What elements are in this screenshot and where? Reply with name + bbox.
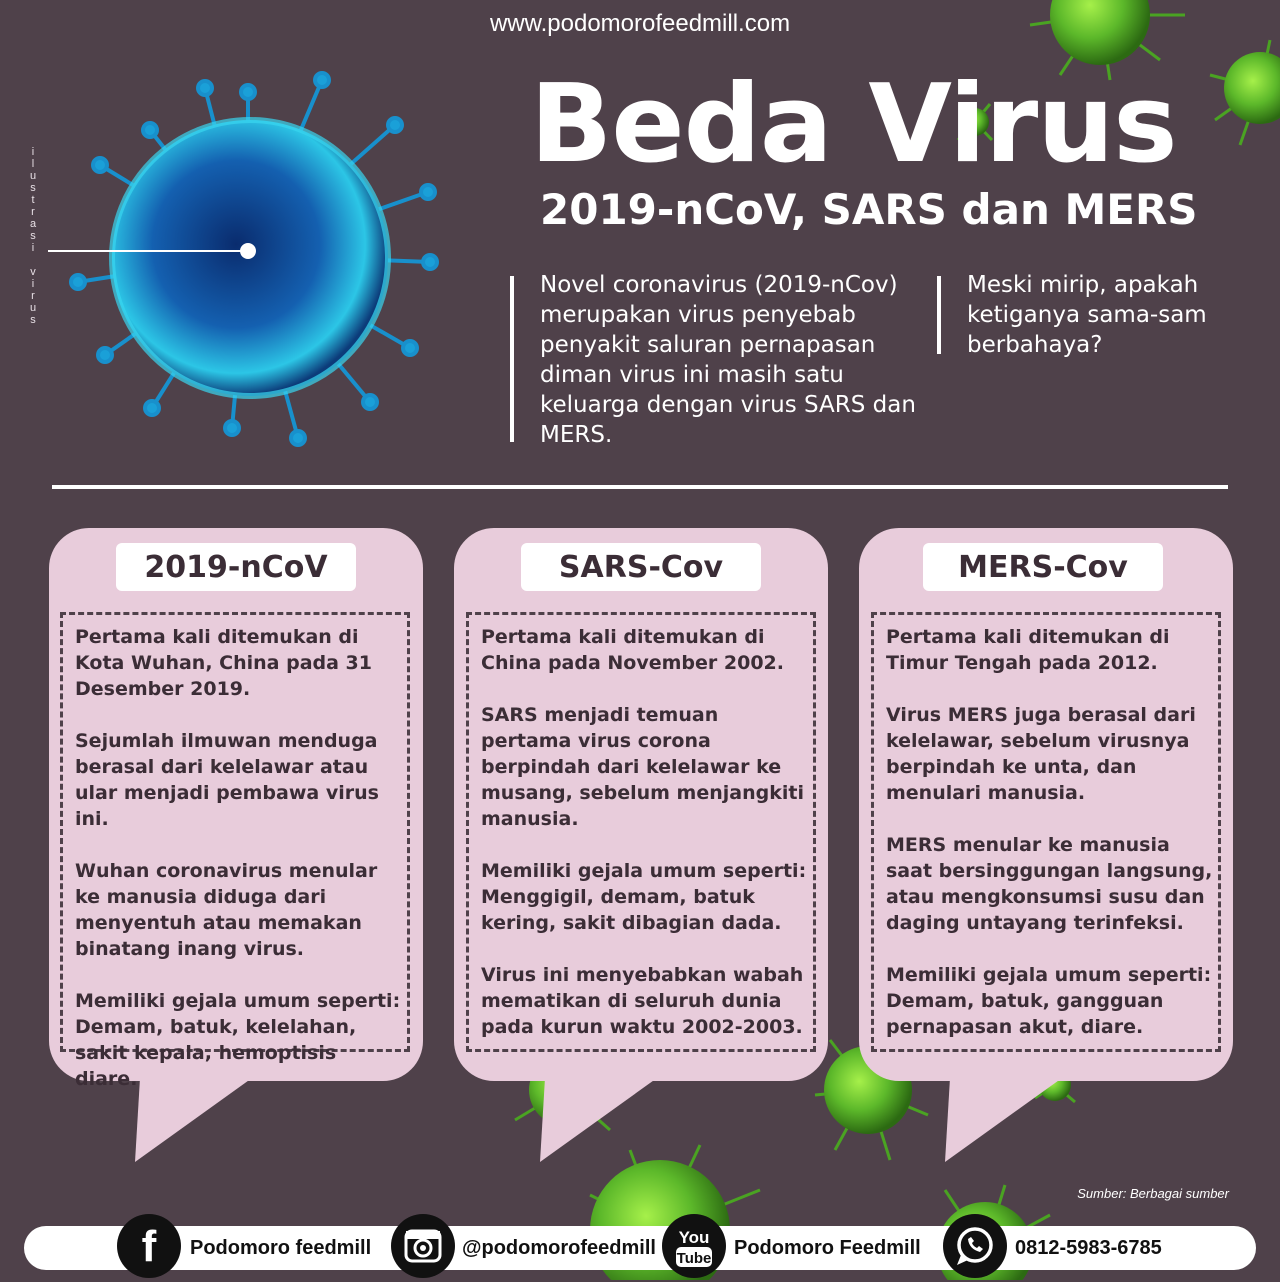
card-paragraph: Memiliki gejala umum seperti: Menggigil, demam, batuk kering, sakit dibagian dada. bbox=[481, 860, 807, 934]
card-paragraph: Memiliki gejala umum seperti: Demam, batuk, gangguan pernapasan akut, diare. bbox=[886, 964, 1212, 1038]
blue-virus-image bbox=[71, 73, 437, 445]
card-2019-ncov-title: 2019-nCoV bbox=[116, 543, 356, 591]
instagram-label[interactable]: @podomorofeedmill bbox=[462, 1237, 656, 1259]
card-paragraph: Virus ini menyebabkan wabah mematikan di seluruh dunia pada kurun waktu 2002-2003. bbox=[481, 964, 804, 1038]
page-title: Beda Virus bbox=[530, 62, 1177, 187]
intro-right-text: Meski mirip, apakah ketiganya sama-sam berbahaya? bbox=[967, 272, 1207, 358]
card-sars-cov-title: SARS-Cov bbox=[521, 543, 761, 591]
svg-text:f: f bbox=[141, 1222, 157, 1271]
card-paragraph: Sejumlah ilmuwan menduga berasal dari kelelawar atau ular menjadi pembawa virus ini. bbox=[75, 730, 379, 830]
source-note: Sumber: Berbagai sumber bbox=[1077, 1186, 1229, 1201]
whatsapp-icon[interactable] bbox=[943, 1214, 1007, 1278]
intro-left-text: Novel coronavirus (2019-nCov) merupakan virus penyebab penyakit saluran pernapasan diman virus ini masih satu keluarga dengan virus SARS dan MERS. bbox=[540, 272, 916, 448]
card-paragraph: Pertama kali ditemukan di China pada November 2002. bbox=[481, 626, 784, 674]
card-paragraph: Pertama kali ditemukan di Timur Tengah pada 2012. bbox=[886, 626, 1170, 674]
card-mers-cov-title: MERS-Cov bbox=[923, 543, 1163, 591]
section-divider bbox=[52, 485, 1228, 489]
card-paragraph: Pertama kali ditemukan di Kota Wuhan, China pada 31 Desember 2019. bbox=[75, 626, 372, 700]
instagram-icon[interactable] bbox=[391, 1214, 455, 1278]
whatsapp-label[interactable]: 0812-5983-6785 bbox=[1015, 1237, 1162, 1259]
intro-right-bar bbox=[937, 276, 941, 354]
website-url[interactable]: www.podomorofeedmill.com bbox=[489, 10, 791, 37]
card-2019-ncov-body bbox=[60, 612, 410, 1090]
card-mers-cov-tail bbox=[940, 1078, 1070, 1164]
card-mers-cov-body bbox=[871, 612, 1221, 1052]
caption-pointer-line bbox=[48, 250, 244, 252]
card-paragraph: Virus MERS juga berasal dari kelelawar, sebelum virusnya berpindah ke unta, dan menulari manusia. bbox=[886, 704, 1196, 804]
card-paragraph: Wuhan coronavirus menular ke manusia diduga dari menyentuh atau memakan binatang inang virus. bbox=[75, 860, 378, 960]
facebook-label[interactable]: Podomoro feedmill bbox=[190, 1237, 372, 1259]
facebook-icon[interactable] bbox=[117, 1214, 181, 1278]
youtube-icon[interactable] bbox=[662, 1214, 726, 1278]
card-sars-cov-body bbox=[466, 612, 816, 1052]
card-paragraph: MERS menular ke manusia saat bersinggungan langsung, atau mengkonsumsi susu dan daging untayang terinfeksi. bbox=[886, 834, 1213, 934]
caption-pointer-dot bbox=[240, 243, 256, 259]
youtube-logo-text-1: You bbox=[678, 1228, 710, 1247]
card-paragraph: SARS menjadi temuan pertama virus corona berpindah dari kelelawar ke musang, sebelum menjangkiti manusia. bbox=[481, 704, 804, 830]
intro-left-bar bbox=[510, 276, 514, 442]
image-caption: ilustrasi virus bbox=[27, 146, 39, 326]
card-paragraph: Memiliki gejala umum seperti: Demam, batuk, kelelahan, sakit kepala, hemoptisis diare. bbox=[75, 990, 401, 1090]
card-sars-cov-tail bbox=[535, 1078, 665, 1164]
youtube-logo-text-2: Tube bbox=[676, 1250, 712, 1267]
youtube-label[interactable]: Podomoro Feedmill bbox=[734, 1237, 921, 1259]
page-subtitle: 2019-nCoV, SARS dan MERS bbox=[540, 185, 1198, 234]
